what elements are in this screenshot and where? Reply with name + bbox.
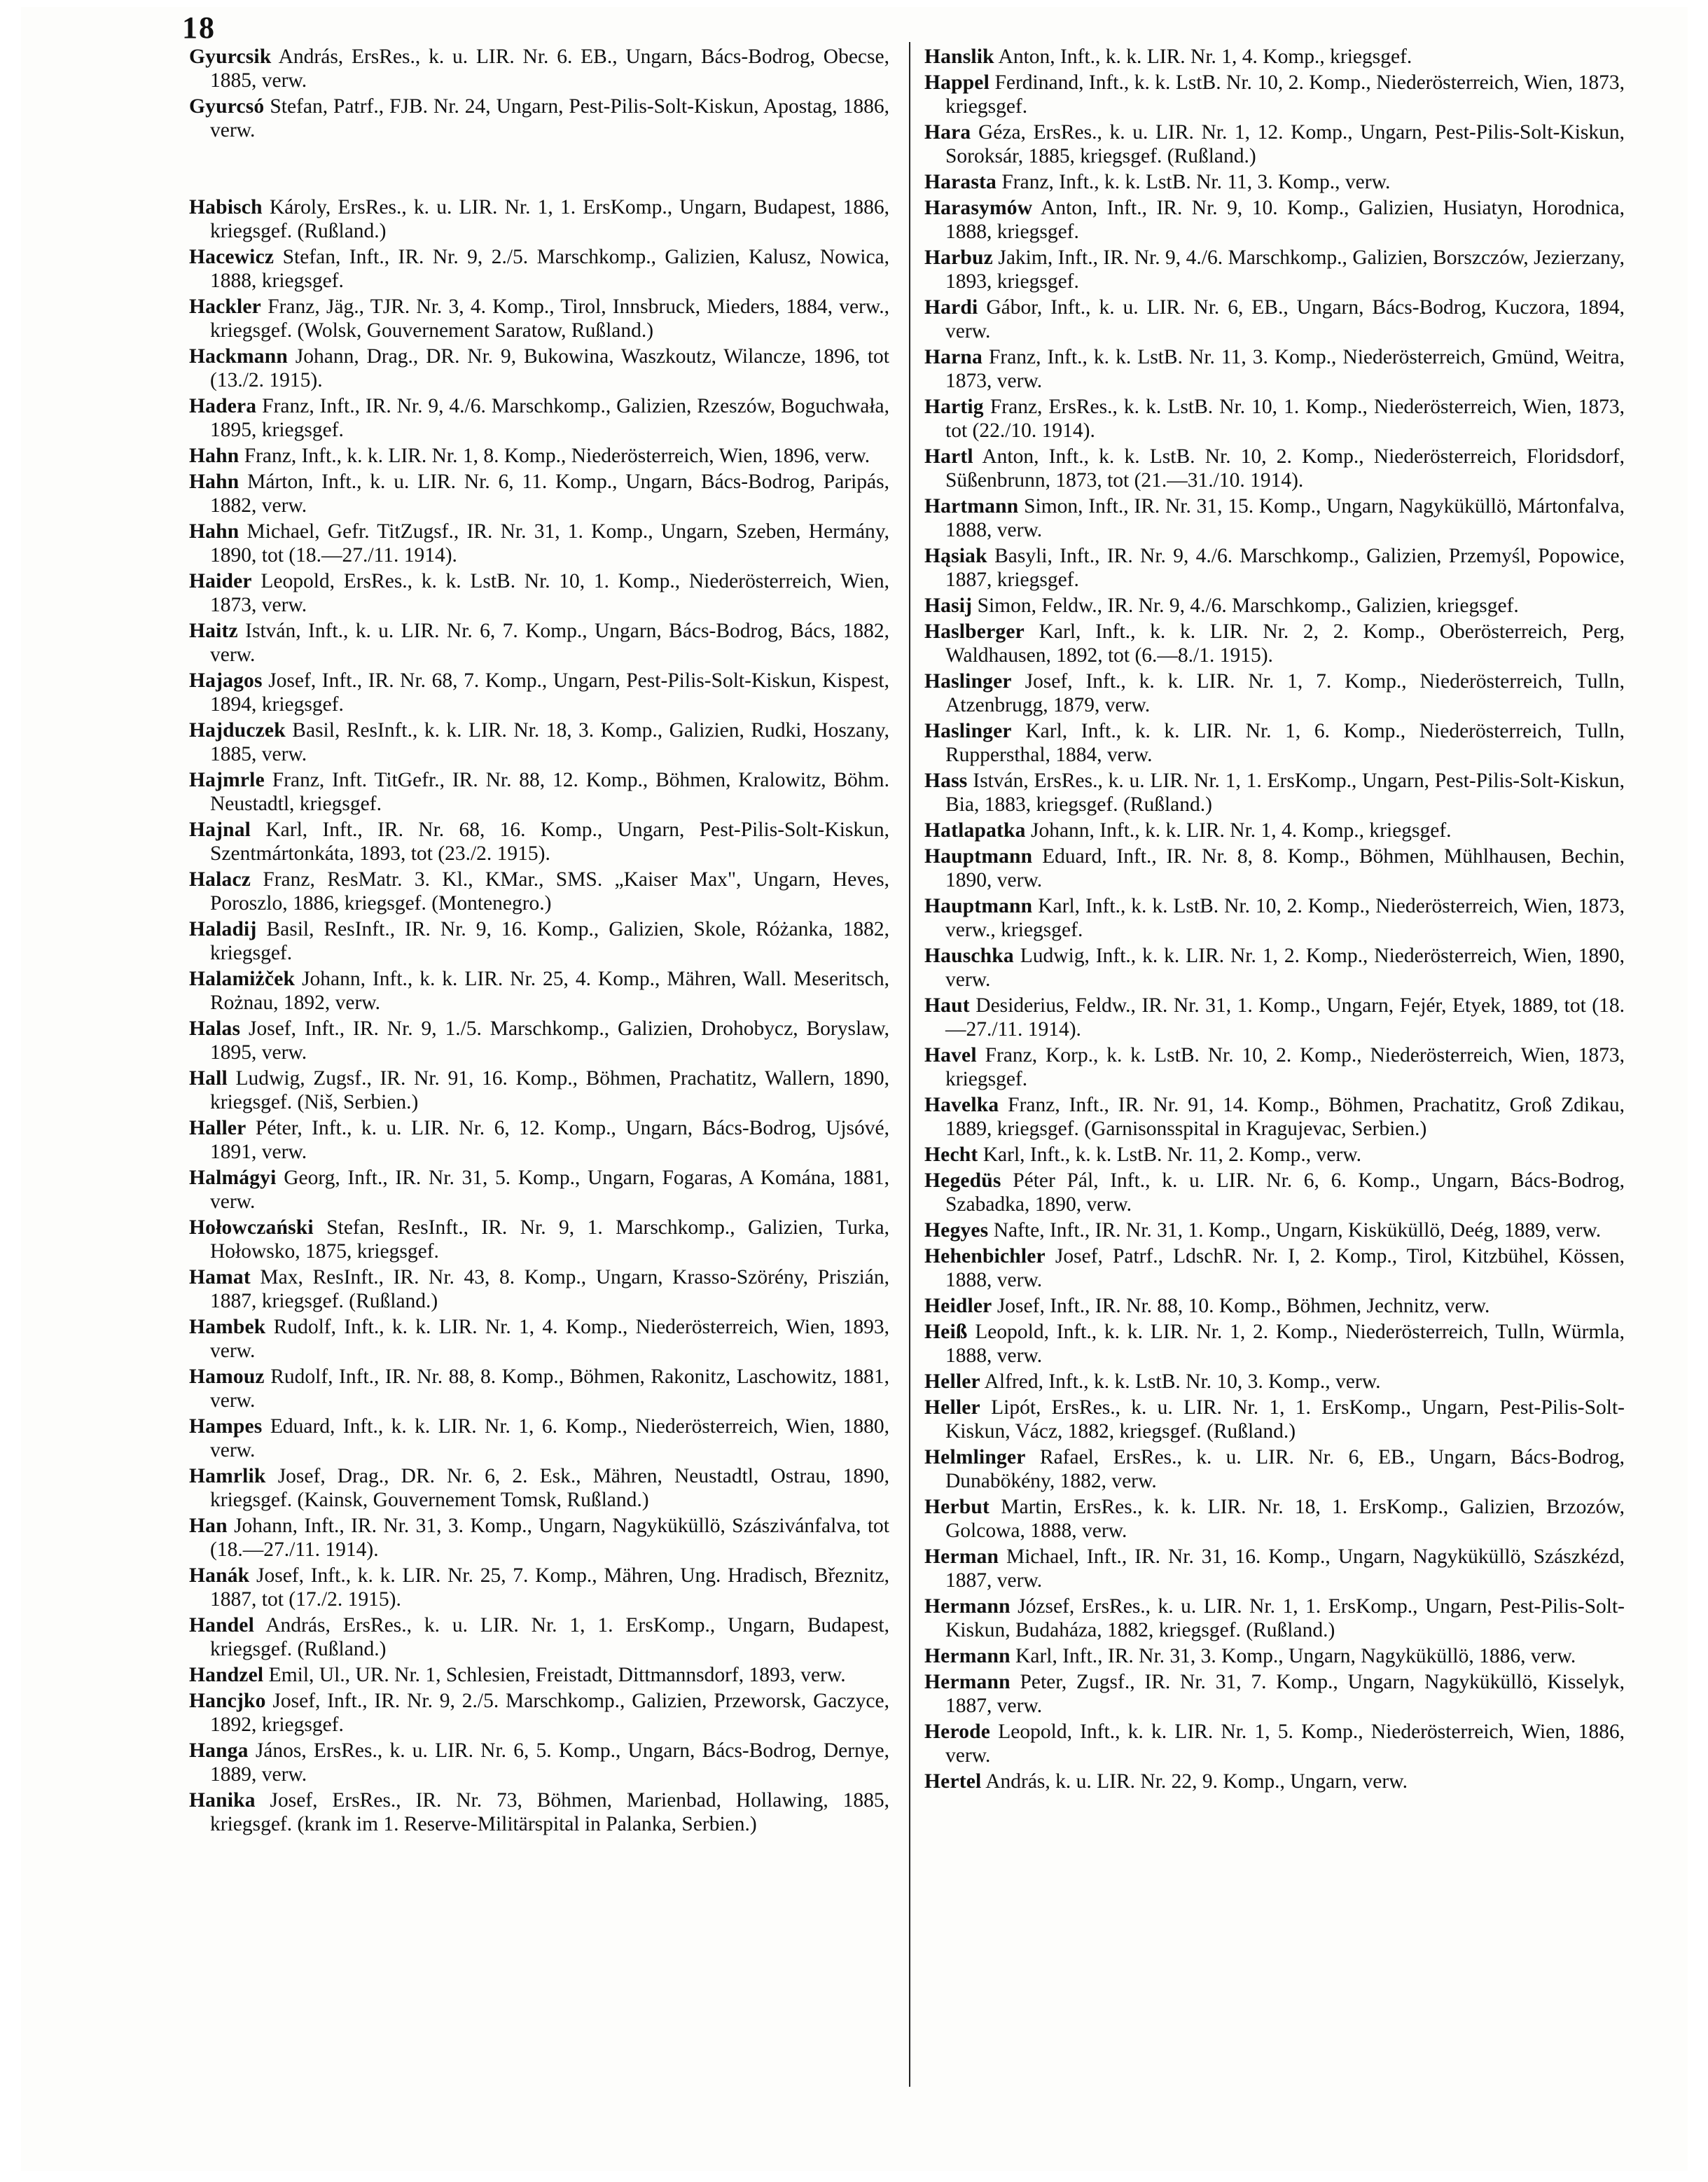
entry-details: Franz, ErsRes., k. k. LstB. Nr. 10, 1. Komp., Niederösterreich, Wien, 1873, tot (22./10. 1914). [945, 396, 1625, 442]
entry-surname: Harbuz [924, 246, 993, 269]
entry-details: Franz, Inft., k. k. LstB. Nr. 11, 3. Komp., verw. [1001, 171, 1391, 193]
entry-details: Michael, Gefr. TitZugsf., IR. Nr. 31, 1. Komp., Ungarn, Szeben, Hermány, 1890, tot (18.—27./11. 1914). [210, 520, 889, 567]
list-entry [189, 1564, 889, 1611]
list-entry [924, 544, 1625, 592]
entry-surname: Harasta [924, 171, 997, 193]
entry-details: József, ErsRes., k. u. LIR. Nr. 1, 1. ErsKomp., Ungarn, Pest-Pilis-Solt-Kiskun, Budaháza, 1882, kriegsgef. (Rußland.) [945, 1595, 1625, 1641]
entry-details: Rudolf, Inft., IR. Nr. 88, 8. Komp., Böhmen, Rakonitz, Laschowitz, 1881, verw. [210, 1366, 889, 1412]
entry-surname: Heiß [924, 1321, 968, 1343]
list-entry [189, 1166, 889, 1214]
entry-details: Alfred, Inft., k. k. LstB. Nr. 10, 3. Komp., verw. [984, 1370, 1381, 1393]
entry-details: Franz, Inft. TitGefr., IR. Nr. 88, 12. Komp., Böhmen, Kralowitz, Böhm. Neustadtl, kriegsgef. [210, 769, 889, 815]
list-entry [189, 718, 889, 766]
entry-surname: Haller [189, 1117, 247, 1139]
entry-details: Basil, ResInft., k. k. LIR. Nr. 18, 3. Komp., Galizien, Rudki, Hoszany, 1885, verw. [210, 719, 890, 765]
entry-surname: Hajagos [189, 669, 263, 692]
entry-details: Max, ResInft., IR. Nr. 43, 8. Komp., Ungarn, Krasso-Szörény, Priszián, 1887, kriegsgef. (Rußland.) [210, 1266, 890, 1312]
entry-details: Josef, Inft., k. k. LIR. Nr. 1, 7. Komp., Niederösterreich, Tulln, Atzenbrugg, 1879, verw. [945, 670, 1625, 716]
entry-details: Leopold, Inft., k. k. LIR. Nr. 1, 5. Komp., Niederösterreich, Wien, 1886, verw. [945, 1721, 1625, 1767]
list-entry [189, 967, 889, 1015]
entry-details: Johann, Inft., k. k. LIR. Nr. 25, 4. Komp., Mähren, Wall. Meseritsch, Rożnau, 1892, verw. [210, 968, 889, 1014]
entry-surname: Havel [924, 1044, 977, 1066]
list-entry [924, 769, 1625, 816]
entry-surname: Halas [189, 1017, 241, 1040]
list-entry [189, 1613, 889, 1661]
list-entry [189, 1265, 889, 1313]
entry-surname: Hauptmann [924, 895, 1033, 917]
entry-surname: Hampes [189, 1415, 263, 1438]
entry-surname: Hambek [189, 1316, 266, 1338]
entry-surname: Handel [189, 1614, 254, 1636]
entry-details: Franz, Jäg., TJR. Nr. 3, 4. Komp., Tirol, Innsbruck, Mieders, 1884, verw., kriegsgef. (Wolsk, Gouvernement Saratow, Rußland.) [210, 296, 889, 342]
list-entry [189, 1739, 889, 1786]
entry-details: Leopold, ErsRes., k. k. LstB. Nr. 10, 1. Komp., Niederösterreich, Wien, 1873, verw. [210, 570, 889, 616]
entry-surname: Harasymów [924, 197, 1033, 219]
left-column [189, 45, 889, 1838]
list-entry [189, 95, 889, 142]
entry-details: Karl, Inft., k. k. LIR. Nr. 2, 2. Komp., Oberösterreich, Perg, Waldhausen, 1892, tot (6.—8./1. 1915). [945, 620, 1625, 667]
list-entry [189, 1415, 889, 1462]
list-entry [924, 395, 1625, 443]
entry-surname: Haslinger [924, 670, 1012, 693]
list-entry [924, 1143, 1625, 1167]
list-entry [924, 1244, 1625, 1292]
entry-surname: Hahn [189, 445, 239, 467]
entry-surname: Hermann [924, 1645, 1011, 1667]
list-entry [924, 669, 1625, 717]
list-entry [189, 1216, 889, 1263]
entry-surname: Haladij [189, 918, 257, 940]
entry-surname: Hamouz [189, 1366, 265, 1388]
entry-surname: Hehenbichler [924, 1245, 1046, 1267]
list-entry [189, 768, 889, 816]
entry-details: Johann, Inft., k. k. LIR. Nr. 1, 4. Komp., kriegsgef. [1030, 819, 1452, 842]
document-page [21, 7, 1688, 2171]
entry-details: Josef, Patrf., LdschR. Nr. I, 2. Komp., Tirol, Kitzbühel, Kössen, 1888, verw. [945, 1245, 1625, 1291]
entry-details: András, k. u. LIR. Nr. 22, 9. Komp., Ungarn, verw. [985, 1770, 1408, 1793]
entry-details: Nafte, Inft., IR. Nr. 31, 1. Komp., Ungarn, Kisküküllö, Deég, 1889, verw. [993, 1219, 1602, 1242]
entry-details: Eduard, Inft., k. k. LIR. Nr. 1, 6. Komp., Niederösterreich, Wien, 1880, verw. [210, 1415, 890, 1461]
entry-details: Rudolf, Inft., k. k. LIR. Nr. 1, 4. Komp., Niederösterreich, Wien, 1893, verw. [210, 1316, 889, 1362]
entry-details: András, ErsRes., k. u. LIR. Nr. 6. EB., Ungarn, Bács-Bodrog, Obecse, 1885, verw. [210, 46, 889, 92]
entry-surname: Halmágyi [189, 1167, 277, 1189]
entry-surname: Hanga [189, 1739, 249, 1762]
list-entry [189, 1788, 889, 1836]
entry-details: Ferdinand, Inft., k. k. LstB. Nr. 10, 2. Komp., Niederösterreich, Wien, 1873, kriegsgef. [945, 71, 1625, 118]
entry-details: Rafael, ErsRes., k. u. LIR. Nr. 6, EB., Ungarn, Bács-Bodrog, Dunabökény, 1882, verw. [945, 1446, 1625, 1492]
entry-surname: Helmlinger [924, 1446, 1026, 1468]
entry-surname: Hall [189, 1067, 228, 1090]
entry-surname: Hauschka [924, 945, 1014, 967]
entry-surname: Heller [924, 1396, 980, 1419]
list-entry [924, 1445, 1625, 1493]
entry-details: Franz, Inft., IR. Nr. 9, 4./6. Marschkomp., Galizien, Rzeszów, Boguchwała, 1895, kriegsgef. [210, 395, 889, 441]
list-entry [189, 868, 889, 915]
list-entry [189, 1066, 889, 1114]
list-entry [924, 719, 1625, 767]
entry-surname: Haider [189, 570, 252, 592]
list-entry [189, 45, 889, 92]
entry-details: Karl, Inft., k. k. LstB. Nr. 11, 2. Komp., verw. [983, 1144, 1361, 1166]
entry-details: Martin, ErsRes., k. k. LIR. Nr. 18, 1. ErsKomp., Galizien, Brzozów, Golcowa, 1888, verw. [945, 1496, 1625, 1542]
list-entry [924, 819, 1625, 842]
entry-details: Anton, Inft., k. k. LstB. Nr. 10, 2. Komp., Niederösterreich, Floridsdorf, Süßenbrunn, 1873, tot (21.—31./10. 1914). [945, 445, 1625, 492]
list-entry [189, 1464, 889, 1512]
list-entry [189, 1017, 889, 1064]
list-entry [924, 1169, 1625, 1216]
entry-details: Jakim, Inft., IR. Nr. 9, 4./6. Marschkomp., Galizien, Borszczów, Jezierzany, 1893, kriegsgef. [945, 246, 1625, 293]
list-entry [189, 1514, 889, 1562]
entry-surname: Hanika [189, 1789, 256, 1812]
entry-surname: Hołowczański [189, 1216, 314, 1239]
entry-details: Basyli, Inft., IR. Nr. 9, 4./6. Marschkomp., Galizien, Przemyśl, Popowice, 1887, kriegsgef. [945, 545, 1625, 591]
entry-surname: Hartmann [924, 495, 1019, 517]
list-entry [189, 394, 889, 442]
entry-details: Michael, Inft., IR. Nr. 31, 16. Komp., Ungarn, Nagyküküllö, Szászkézd, 1887, verw. [945, 1545, 1625, 1592]
entry-details: Géza, ErsRes., k. u. LIR. Nr. 1, 12. Komp., Ungarn, Pest-Pilis-Solt-Kiskun, Soroksár, 1885, kriegsgef. (Rußland.) [945, 121, 1625, 167]
entry-details: Basil, ResInft., IR. Nr. 9, 16. Komp., Galizien, Skole, Różanka, 1882, kriegsgef. [210, 918, 890, 964]
entry-surname: Halamiżček [189, 968, 296, 990]
entry-surname: Hardi [924, 296, 978, 319]
list-entry [924, 296, 1625, 343]
entry-surname: Haitz [189, 620, 238, 642]
entry-surname: Herman [924, 1545, 999, 1568]
entry-details: Josef, Inft., IR. Nr. 9, 1./5. Marschkomp., Galizien, Drohobycz, Boryslaw, 1895, verw. [210, 1017, 890, 1064]
entry-details: Eduard, Inft., IR. Nr. 8, 8. Komp., Böhmen, Mühlhausen, Bechin, 1890, verw. [945, 845, 1625, 891]
entry-details: István, Inft., k. u. LIR. Nr. 6, 7. Komp., Ungarn, Bács-Bodrog, Bács, 1882, verw. [210, 620, 889, 666]
list-entry [924, 1770, 1625, 1793]
entry-surname: Hąsiak [924, 545, 987, 567]
entry-details: Josef, Inft., IR. Nr. 88, 10. Komp., Böhmen, Jechnitz, verw. [997, 1295, 1490, 1317]
entry-surname: Heidler [924, 1295, 992, 1317]
entry-details: Péter, Inft., k. u. LIR. Nr. 6, 12. Komp., Ungarn, Bács-Bodrog, Ujsóvé, 1891, verw. [210, 1117, 889, 1163]
right-column [924, 45, 1625, 1795]
entry-details: Josef, Drag., DR. Nr. 6, 2. Esk., Mähren, Neustadtl, Ostrau, 1890, kriegsgef. (Kainsk, Gouvernement Tomsk, Rußland.) [210, 1465, 890, 1511]
list-entry [924, 1495, 1625, 1543]
entry-details: Josef, Inft., k. k. LIR. Nr. 25, 7. Komp., Mähren, Ung. Hradisch, Březnitz, 1887, tot (17./2. 1915). [210, 1564, 890, 1611]
list-entry [189, 245, 889, 293]
list-entry [924, 1218, 1625, 1242]
list-entry [924, 445, 1625, 492]
list-entry [924, 1670, 1625, 1718]
entry-surname: Haslberger [924, 620, 1025, 643]
entry-surname: Herode [924, 1721, 991, 1743]
entry-surname: Hertel [924, 1770, 982, 1793]
list-entry [924, 120, 1625, 168]
entry-details: Josef, Inft., IR. Nr. 9, 2./5. Marschkomp., Galizien, Przeworsk, Gaczyce, 1892, kriegsgef. [210, 1690, 889, 1736]
list-entry [189, 1315, 889, 1363]
entry-details: Karl, Inft., k. k. LIR. Nr. 1, 6. Komp., Niederösterreich, Tulln, Ruppersthal, 1884, verw. [945, 720, 1625, 766]
entry-surname: Heller [924, 1370, 980, 1393]
list-entry [924, 1594, 1625, 1642]
entry-details: Ludwig, Zugsf., IR. Nr. 91, 16. Komp., Böhmen, Prachatitz, Wallern, 1890, kriegsgef. (Niš, Serbien.) [210, 1067, 889, 1113]
entry-details: Georg, Inft., IR. Nr. 31, 5. Komp., Ungarn, Fogaras, A Komána, 1881, verw. [210, 1167, 890, 1213]
entry-surname: Habisch [189, 196, 263, 218]
entry-details: Stefan, ResInft., IR. Nr. 9, 1. Marschkomp., Galizien, Turka, Hołowsko, 1875, kriegsgef. [210, 1216, 889, 1263]
entry-surname: Han [189, 1515, 228, 1537]
entry-details: Ludwig, Inft., k. k. LIR. Nr. 1, 2. Komp., Niederösterreich, Wien, 1890, verw. [945, 945, 1625, 991]
list-entry [189, 444, 889, 468]
entry-surname: Hajduczek [189, 719, 286, 742]
entry-surname: Happel [924, 71, 990, 94]
entry-surname: Haut [924, 994, 970, 1017]
entry-surname: Hahn [189, 471, 239, 493]
entry-details: Stefan, Inft., IR. Nr. 9, 2./5. Marschkomp., Galizien, Kalusz, Nowica, 1888, kriegsgef. [210, 246, 890, 292]
entry-details: Johann, Inft., IR. Nr. 31, 3. Komp., Ungarn, Nagyküküllö, Szászivánfalva, tot (18.—27./11. 1914). [210, 1515, 890, 1561]
entry-details: Josef, ErsRes., IR. Nr. 73, Böhmen, Marienbad, Hollawing, 1885, kriegsgef. (krank im 1. Reserve-Militärspital in Palanka, Serbien.) [210, 1789, 889, 1835]
list-entry [189, 1116, 889, 1164]
entry-surname: Hartig [924, 396, 984, 418]
entry-details: Simon, Inft., IR. Nr. 31, 15. Komp., Ungarn, Nagyküküllö, Mártonfalva, 1888, verw. [945, 495, 1625, 541]
entry-details: Franz, Inft., k. k. LstB. Nr. 11, 3. Komp., Niederösterreich, Gmünd, Weitra, 1873, verw. [945, 346, 1625, 392]
list-entry [924, 71, 1625, 118]
entry-details: Gábor, Inft., k. u. LIR. Nr. 6, EB., Ungarn, Bács-Bodrog, Kuczora, 1894, verw. [945, 296, 1625, 342]
list-entry [924, 1294, 1625, 1318]
list-entry [924, 345, 1625, 393]
list-entry [924, 994, 1625, 1041]
list-entry [189, 195, 889, 243]
entry-surname: Haslinger [924, 720, 1012, 742]
entry-details: Péter Pál, Inft., k. u. LIR. Nr. 6, 6. Komp., Ungarn, Bács-Bodrog, Szabadka, 1890, verw. [945, 1169, 1625, 1216]
entry-surname: Hahn [189, 520, 239, 543]
list-entry [924, 1093, 1625, 1141]
entry-details: Peter, Zugsf., IR. Nr. 31, 7. Komp., Ungarn, Nagyküküllö, Kisselyk, 1887, verw. [945, 1671, 1625, 1717]
entry-details: Anton, Inft., k. k. LIR. Nr. 1, 4. Komp., kriegsgef. [998, 46, 1412, 68]
entry-surname: Herbut [924, 1496, 990, 1518]
entry-surname: Hamrlik [189, 1465, 266, 1487]
list-entry [189, 345, 889, 392]
entry-details: Franz, ResMatr. 3. Kl., KMar., SMS. „Kaiser Max", Ungarn, Heves, Poroszlo, 1886, kriegsgef. (Montenegro.) [210, 868, 889, 915]
list-entry [189, 669, 889, 716]
entry-details: Franz, Inft., k. k. LIR. Nr. 1, 8. Komp., Niederösterreich, Wien, 1896, verw. [244, 445, 870, 467]
entry-surname: Hartl [924, 445, 973, 468]
entry-surname: Hajmrle [189, 769, 265, 791]
entry-details: Stefan, Patrf., FJB. Nr. 24, Ungarn, Pest-Pilis-Solt-Kiskun, Apostag, 1886, verw. [210, 95, 890, 141]
entry-surname: Gyurcsik [189, 46, 272, 68]
entry-details: Franz, Korp., k. k. LstB. Nr. 10, 2. Komp., Niederösterreich, Wien, 1873, kriegsgef. [945, 1044, 1625, 1090]
entry-details: Leopold, Inft., k. k. LIR. Nr. 1, 2. Komp., Niederösterreich, Tulln, Würmla, 1888, verw. [945, 1321, 1625, 1367]
list-entry [924, 170, 1625, 194]
entry-surname: Handzel [189, 1664, 264, 1686]
page-number: 18 [182, 11, 216, 45]
list-entry [924, 1370, 1625, 1394]
list-entry [924, 246, 1625, 293]
entry-surname: Hass [924, 770, 968, 792]
entry-surname: Hatlapatka [924, 819, 1026, 842]
entry-surname: Havelka [924, 1094, 999, 1116]
entry-surname: Hara [924, 121, 971, 144]
list-entry [924, 1545, 1625, 1592]
list-entry [189, 818, 889, 866]
entry-details: Karl, Inft., IR. Nr. 68, 16. Komp., Ungarn, Pest-Pilis-Solt-Kiskun, Szentmártonkáta, 1893, tot (23./2. 1915). [210, 819, 889, 865]
list-entry [924, 196, 1625, 244]
list-entry [924, 1720, 1625, 1767]
list-entry [189, 295, 889, 342]
entry-details: Josef, Inft., IR. Nr. 68, 7. Komp., Ungarn, Pest-Pilis-Solt-Kiskun, Kispest, 1894, kriegsgef. [210, 669, 890, 716]
list-entry [924, 45, 1625, 69]
entry-details: Franz, Inft., IR. Nr. 91, 14. Komp., Böhmen, Prachatitz, Groß Zdikau, 1889, kriegsgef. (Garnisonsspital in Kragujevac, Serbien.) [945, 1094, 1625, 1140]
entry-details: Desiderius, Feldw., IR. Nr. 31, 1. Komp., Ungarn, Fejér, Etyek, 1889, tot (18.—27./11. 1914). [945, 994, 1625, 1041]
list-entry [189, 520, 889, 567]
entry-surname: Hajnal [189, 819, 251, 841]
list-entry [924, 594, 1625, 618]
entry-details: János, ErsRes., k. u. LIR. Nr. 6, 5. Komp., Ungarn, Bács-Bodrog, Dernye, 1889, verw. [210, 1739, 890, 1786]
list-entry [924, 1320, 1625, 1368]
entry-details: Simon, Feldw., IR. Nr. 9, 4./6. Marschkomp., Galizien, kriegsgef. [977, 595, 1519, 617]
entry-details: István, ErsRes., k. u. LIR. Nr. 1, 1. ErsKomp., Ungarn, Pest-Pilis-Solt-Kiskun, Bia, 1883, kriegsgef. (Rußland.) [945, 770, 1625, 816]
entry-details: András, ErsRes., k. u. LIR. Nr. 1, 1. ErsKomp., Ungarn, Budapest, kriegsgef. (Rußland.) [210, 1614, 889, 1660]
entry-details: Károly, ErsRes., k. u. LIR. Nr. 1, 1. ErsKomp., Ungarn, Budapest, 1886, kriegsgef. (Rußland.) [210, 196, 890, 242]
entry-details: Anton, Inft., IR. Nr. 9, 10. Komp., Galizien, Husiatyn, Horodnica, 1888, kriegsgef. [945, 197, 1625, 243]
entry-details: Karl, Inft., k. k. LstB. Nr. 10, 2. Komp., Niederösterreich, Wien, 1873, verw., kriegsgef. [945, 895, 1625, 941]
entry-surname: Hasij [924, 595, 973, 617]
entry-details: Márton, Inft., k. u. LIR. Nr. 6, 11. Komp., Ungarn, Bács-Bodrog, Paripás, 1882, verw. [210, 471, 889, 517]
entry-surname: Hackmann [189, 345, 288, 368]
list-entry [189, 1663, 889, 1687]
entry-surname: Hermann [924, 1595, 1011, 1618]
entry-surname: Hadera [189, 395, 257, 417]
list-entry [924, 894, 1625, 942]
entry-surname: Hancjko [189, 1690, 266, 1712]
list-entry [924, 845, 1625, 892]
list-entry [924, 620, 1625, 667]
entry-surname: Hacewicz [189, 246, 275, 268]
list-entry [189, 917, 889, 965]
list-entry [924, 944, 1625, 992]
entry-surname: Halacz [189, 868, 251, 891]
list-entry [189, 470, 889, 517]
list-entry [189, 569, 889, 617]
entry-surname: Hanák [189, 1564, 250, 1587]
entry-surname: Hermann [924, 1671, 1011, 1693]
list-entry [924, 494, 1625, 542]
list-entry [189, 1365, 889, 1412]
column-divider [909, 42, 910, 2087]
list-entry [924, 1043, 1625, 1091]
entry-details: Johann, Drag., DR. Nr. 9, Bukowina, Waszkoutz, Wilancze, 1896, tot (13./2. 1915). [210, 345, 890, 391]
entry-surname: Gyurcsó [189, 95, 265, 118]
entry-surname: Hackler [189, 296, 261, 318]
entry-surname: Hamat [189, 1266, 251, 1288]
entry-details: Emil, Ul., UR. Nr. 1, Schlesien, Freistadt, Dittmannsdorf, 1893, verw. [268, 1664, 846, 1686]
entry-surname: Hegedüs [924, 1169, 1001, 1192]
entry-details: Karl, Inft., IR. Nr. 31, 3. Komp., Ungarn, Nagyküküllö, 1886, verw. [1015, 1645, 1576, 1667]
entry-surname: Hanslik [924, 46, 994, 68]
entry-surname: Hegyes [924, 1219, 989, 1242]
entry-details: Lipót, ErsRes., k. u. LIR. Nr. 1, 1. ErsKomp., Ungarn, Pest-Pilis-Solt-Kiskun, Vácz, 1882, kriegsgef. (Rußland.) [945, 1396, 1625, 1443]
list-entry [924, 1396, 1625, 1443]
entry-surname: Hecht [924, 1144, 978, 1166]
list-entry [924, 1644, 1625, 1668]
list-entry [189, 1689, 889, 1737]
entry-surname: Hauptmann [924, 845, 1033, 868]
entry-surname: Harna [924, 346, 983, 368]
list-entry [189, 619, 889, 667]
